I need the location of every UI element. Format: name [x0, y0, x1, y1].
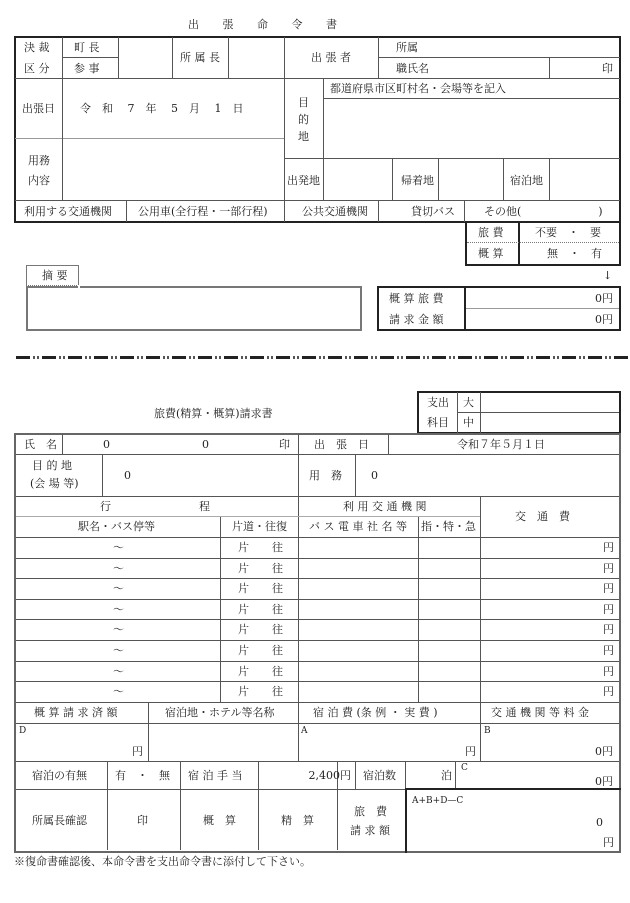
transport-option-official-car[interactable]: 公用車(全行程・一部行程)	[138, 205, 268, 218]
trip-date-value: 令和７年５月１日	[457, 438, 545, 451]
divider	[549, 57, 550, 78]
approval-label: 決 裁	[24, 41, 50, 54]
seal-mark: 印	[137, 814, 148, 827]
divider	[378, 200, 379, 222]
travel-expense-choice[interactable]: 不要 ・ 要	[535, 226, 601, 239]
way-one-way[interactable]: 片	[238, 602, 249, 616]
affiliation-field[interactable]	[430, 37, 618, 56]
advance-claimed-field[interactable]	[17, 724, 147, 760]
total-value: 0	[596, 816, 603, 829]
trip-date-label: 出 張 日	[314, 438, 369, 451]
way-one-way[interactable]: 片	[238, 561, 249, 575]
total-unit: 円	[603, 836, 614, 849]
way-round-trip[interactable]: 往	[272, 664, 283, 678]
nights-unit: 泊	[441, 769, 452, 782]
row-divider	[16, 640, 619, 641]
lodging-field[interactable]	[550, 159, 619, 199]
divider	[15, 78, 284, 79]
row-divider	[16, 661, 619, 662]
transport-option-public[interactable]: 公共交通機関	[302, 205, 368, 218]
company-cell[interactable]	[299, 538, 417, 557]
fare-unit: 円	[603, 582, 614, 596]
divider	[388, 434, 389, 454]
lodging-label: 宿泊地	[510, 174, 543, 187]
fare-unit: 円	[603, 685, 614, 699]
divider	[518, 222, 520, 265]
estimate-choice[interactable]: 無 ・ 有	[547, 247, 602, 260]
way-round-trip[interactable]: 往	[272, 582, 283, 596]
destination-label: 的	[298, 113, 309, 126]
large-item-label: 大	[463, 396, 474, 409]
divider	[16, 496, 619, 497]
class-cell[interactable]	[419, 538, 479, 557]
divider	[284, 37, 285, 222]
business-value[interactable]: 0	[371, 469, 378, 482]
divider	[455, 761, 456, 789]
divider	[392, 158, 393, 200]
medium-item-label: 中	[463, 416, 474, 429]
class-header: 指・特・急	[421, 520, 476, 533]
destination-hint: 都道府県市区町村名・会場等を記入	[330, 82, 506, 95]
company-cell[interactable]	[299, 641, 417, 660]
transport-fees-label: 交 通 機 関 等 料 金	[491, 706, 589, 719]
councillor-label: 参 事	[74, 62, 100, 75]
travel-claim-label: 旅 費	[354, 805, 387, 818]
way-round-trip[interactable]: 往	[272, 561, 283, 575]
lodging-fee-label: 宿 泊 費 (条 例 ・ 実 費 )	[313, 706, 438, 719]
itinerary-header: 行 程	[100, 500, 210, 513]
transport-option-charter-bus[interactable]: 貸切バス	[411, 205, 455, 218]
divider	[355, 454, 356, 496]
departure-field[interactable]	[324, 159, 391, 199]
divider	[102, 454, 103, 496]
destination-label: (会 場 等)	[30, 477, 79, 490]
company-cell[interactable]	[299, 579, 417, 598]
transport-label: 利用する交通機関	[24, 205, 112, 218]
summary-field[interactable]	[26, 286, 362, 331]
station-cell[interactable]: ～	[113, 644, 124, 657]
name-value[interactable]: 0	[103, 438, 110, 451]
expense-item-label: 科目	[427, 416, 449, 429]
fare-unit: 円	[603, 644, 614, 657]
a-unit: 円	[465, 745, 476, 758]
divider	[107, 761, 108, 850]
cut-line	[16, 356, 628, 359]
class-cell[interactable]	[419, 662, 479, 681]
fare-header: 交 通 費	[515, 510, 570, 523]
return-field[interactable]	[439, 159, 502, 199]
b-label: B	[484, 726, 491, 736]
claim-title: 旅費(精算・概算)請求書	[154, 407, 273, 420]
destination-value[interactable]: 0	[124, 469, 131, 482]
class-cell[interactable]	[419, 641, 479, 660]
nights-label: 宿泊数	[363, 769, 396, 782]
summary-label: 摘 要	[42, 269, 68, 282]
way-one-way[interactable]: 片	[238, 541, 249, 554]
way-one-way[interactable]: 片	[238, 623, 249, 637]
a-label: A	[301, 726, 308, 736]
expense-item-label: 支出	[427, 396, 449, 409]
destination-field[interactable]	[324, 99, 619, 157]
dept-head-label: 所 属 長	[180, 51, 220, 64]
divider	[62, 57, 118, 58]
way-round-trip[interactable]: 往	[272, 602, 283, 616]
divider	[220, 516, 221, 702]
d-unit: 円	[132, 745, 143, 758]
medium-item-field[interactable]	[481, 413, 619, 432]
way-one-way[interactable]: 片	[238, 664, 249, 678]
company-cell[interactable]	[299, 600, 417, 619]
divider	[378, 37, 379, 78]
way-round-trip[interactable]: 往	[272, 685, 283, 699]
company-cell[interactable]	[299, 682, 417, 701]
seal-mark: 印	[602, 62, 613, 75]
lodging-allowance-value: 2,400円	[308, 769, 351, 782]
estimated-travel-value: 0円	[595, 292, 613, 305]
divider	[180, 761, 181, 789]
fare-unit: 円	[603, 602, 614, 616]
return-label: 帰着地	[401, 174, 434, 187]
divider	[355, 761, 356, 789]
position-name-label: 職氏名	[396, 62, 429, 75]
estimate-label: 概 算	[203, 814, 236, 827]
settle-label: 精 算	[281, 814, 314, 827]
divider	[16, 516, 480, 517]
way-round-trip[interactable]: 往	[272, 623, 283, 637]
business-field[interactable]	[63, 139, 283, 199]
travel-claim-label: 請 求 額	[350, 824, 390, 837]
estimate-label: 概 算	[478, 247, 504, 260]
b-value: 0円	[595, 745, 613, 758]
station-cell[interactable]: ～	[113, 582, 124, 596]
destination-label: 目 的 地	[32, 459, 72, 472]
divider	[15, 200, 620, 201]
large-item-field[interactable]	[481, 392, 619, 411]
class-cell[interactable]	[419, 600, 479, 619]
way-one-way[interactable]: 片	[238, 582, 249, 596]
business-label: 用務	[28, 154, 50, 167]
mayor-seal-field[interactable]	[119, 37, 171, 78]
divider	[480, 702, 481, 761]
class-cell[interactable]	[419, 559, 479, 578]
divider	[467, 242, 619, 243]
tab-joint	[78, 285, 80, 288]
row-divider	[16, 599, 619, 600]
trip-date-label: 出張日	[22, 102, 55, 115]
position-name-field[interactable]	[440, 58, 548, 77]
approval-label: 区 分	[24, 62, 50, 75]
divider	[62, 434, 63, 454]
row-divider	[16, 702, 619, 703]
station-cell[interactable]: ～	[113, 685, 124, 699]
c-label: C	[461, 763, 468, 773]
c-value: 0円	[595, 775, 613, 788]
station-cell[interactable]: ～	[113, 602, 124, 616]
way-one-way[interactable]: 片	[238, 644, 249, 657]
traveler-label: 出 張 者	[311, 51, 351, 64]
footnote: ※復命書確認後、本命令書を支出命令書に添付して下さい。	[14, 855, 311, 868]
fare-unit: 円	[603, 623, 614, 637]
nights-field[interactable]	[406, 762, 440, 788]
formula-label: A+B+D—C	[412, 796, 464, 806]
estimated-travel-label: 概 算 旅 費	[389, 292, 444, 305]
hotel-name-field[interactable]	[149, 724, 297, 760]
divider	[258, 761, 259, 850]
row-divider	[16, 558, 619, 559]
class-cell[interactable]	[419, 579, 479, 598]
claim-amount-label: 請 求 金 額	[389, 313, 444, 326]
row-divider	[16, 578, 619, 579]
fare-unit: 円	[603, 541, 614, 554]
arrow-down-icon: ↓	[603, 269, 613, 282]
way-round-trip[interactable]: 往	[272, 644, 283, 657]
departure-label: 出発地	[287, 174, 320, 187]
divider	[466, 308, 619, 309]
travel-expense-label: 旅 費	[478, 226, 504, 239]
business-label: 用 務	[309, 469, 342, 482]
station-cell[interactable]: ～	[113, 541, 124, 554]
company-cell[interactable]	[299, 662, 417, 681]
station-cell[interactable]: ～	[113, 623, 124, 637]
class-cell[interactable]	[419, 620, 479, 639]
order-title: 出 張 命 令 書	[188, 18, 338, 31]
way-one-way[interactable]: 片	[238, 685, 249, 699]
business-label: 内容	[28, 174, 50, 187]
destination-label: 目	[298, 96, 309, 109]
advance-claimed-label: 概 算 請 求 済 額	[34, 706, 118, 719]
name-label: 氏 名	[24, 438, 57, 451]
class-cell[interactable]	[419, 682, 479, 701]
divider	[180, 789, 181, 850]
divider	[284, 78, 620, 79]
row-divider	[16, 619, 619, 620]
fare-unit: 円	[603, 664, 614, 678]
lodging-allowance-label: 宿 泊 手 当	[188, 769, 243, 782]
transport-header: 利 用 交 通 機 関	[343, 500, 427, 513]
row-divider	[16, 681, 619, 682]
divider	[16, 454, 619, 455]
fare-unit: 円	[603, 561, 614, 575]
station-header: 駅名・バス停等	[78, 520, 155, 533]
hotel-name-label: 宿泊地・ホテル等名称	[165, 706, 275, 719]
company-header: バ ス 電 車 社 名 等	[309, 520, 407, 533]
lodging-yn-label: 宿泊の有無	[32, 769, 87, 782]
mayor-label: 町 長	[74, 41, 100, 54]
claim-amount-value: 0円	[595, 313, 613, 326]
company-cell[interactable]	[299, 620, 417, 639]
station-cell[interactable]: ～	[113, 561, 124, 575]
lodging-fee-field[interactable]	[299, 724, 479, 760]
affiliation-label: 所属	[396, 41, 418, 54]
divider	[298, 434, 299, 496]
company-cell[interactable]	[299, 559, 417, 578]
divider	[172, 37, 173, 78]
lodging-yn-choice[interactable]: 有 ・ 無	[115, 769, 170, 782]
way-round-trip[interactable]: 往	[272, 541, 283, 554]
station-cell[interactable]: ～	[113, 664, 124, 678]
divider	[503, 158, 504, 200]
divider	[464, 200, 465, 222]
name-value[interactable]: 0	[202, 438, 209, 451]
dept-head-confirm-label: 所属長確認	[32, 814, 87, 827]
destination-label: 地	[298, 130, 309, 143]
way-header: 片道・往復	[232, 520, 287, 533]
d-label: D	[19, 726, 27, 736]
divider	[126, 200, 127, 222]
transport-option-other[interactable]: その他( )	[484, 205, 603, 218]
seal-mark: 印	[279, 438, 290, 451]
dept-head-seal-field[interactable]	[229, 37, 283, 78]
trip-date-value[interactable]: 令 和 7 年 5 月 1 日	[80, 102, 244, 115]
